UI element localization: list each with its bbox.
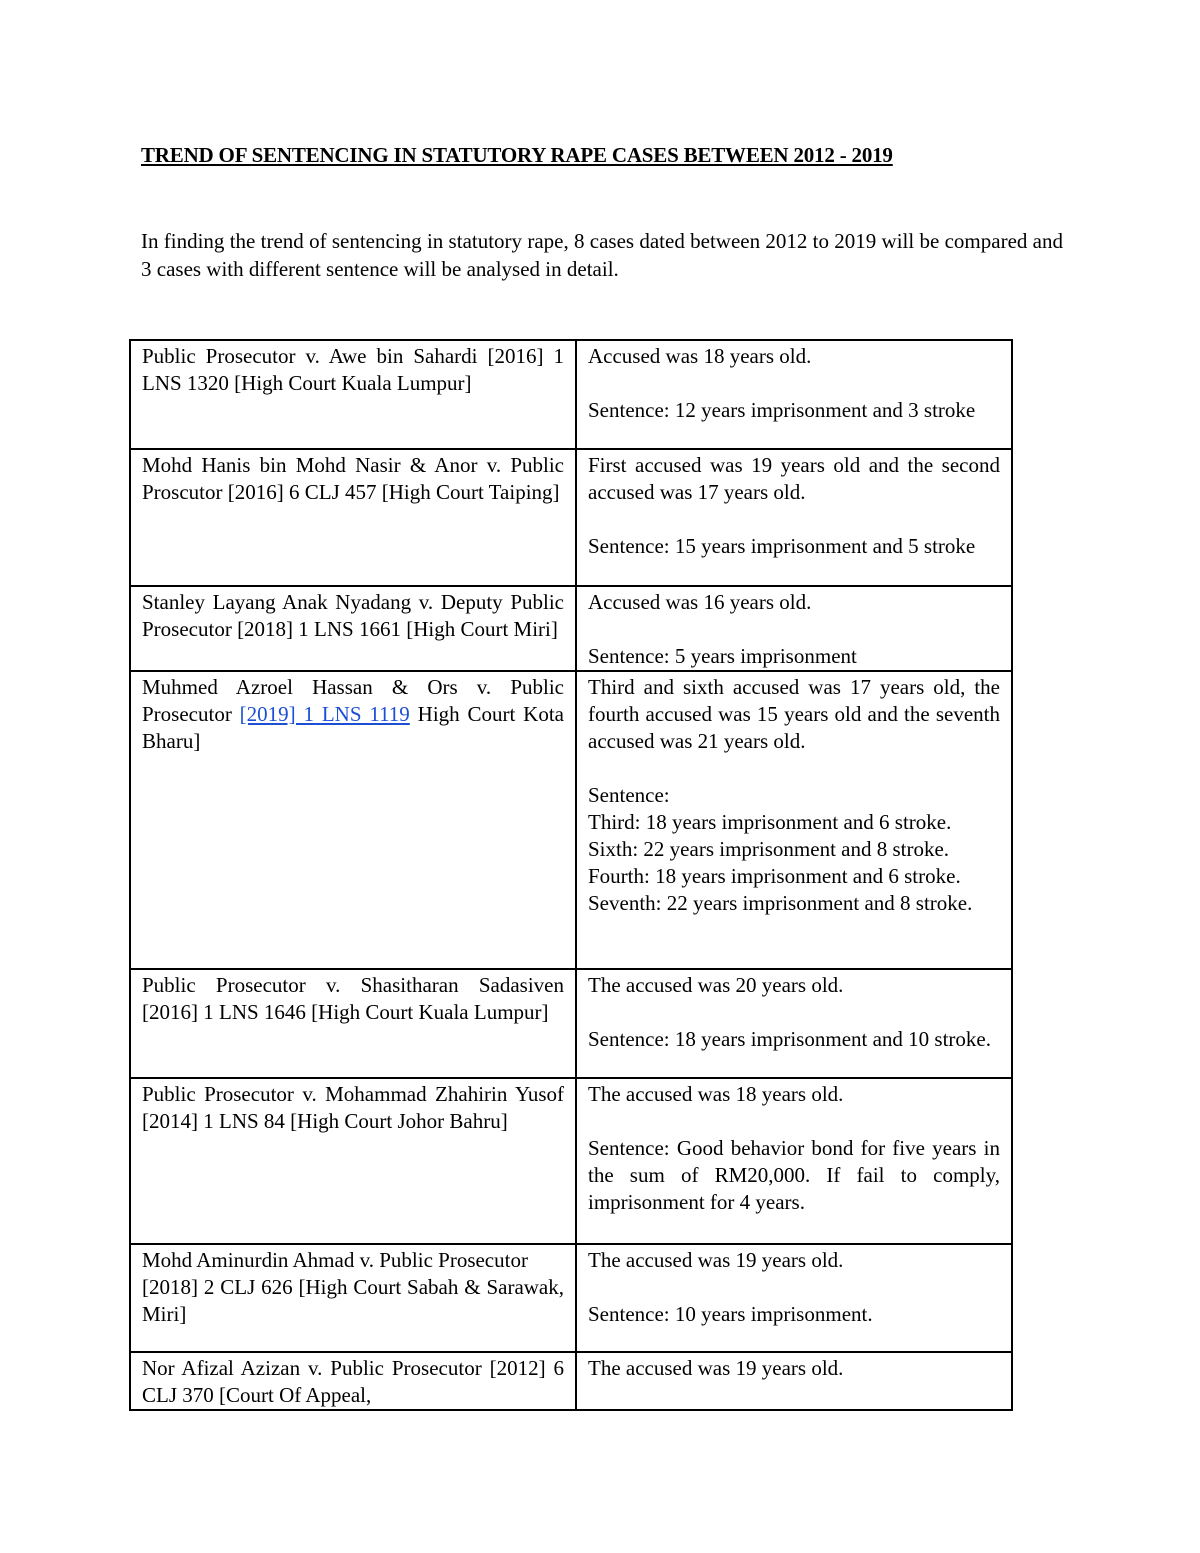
case-citation-cell: Muhmed Azroel Hassan & Ors v. Public Prosecutor [2019] 1 LNS 1119 High Court Kota Bharu] [130,671,576,969]
table-row [130,586,1012,671]
case-details-cell: Accused was 16 years old. Sentence: 5 years imprisonment [576,586,1012,671]
case-details-cell: The accused was 19 years old. Sentence: 10 years imprisonment. [576,1244,1012,1352]
case-citation-cell: Public Prosecutor v. Shasitharan Sadasiven [2016] 1 LNS 1646 [High Court Kuala Lumpur] [130,969,576,1078]
case-citation-cell: Public Prosecutor v. Mohammad Zhahirin Yusof [2014] 1 LNS 84 [High Court Johor Bahru] [130,1078,576,1244]
case-citation-cell: Mohd Aminurdin Ahmad v. Public Prosecutor [2018] 2 CLJ 626 [High Court Sabah & Sarawak, Miri] [130,1244,576,1352]
table-row [130,1352,1012,1410]
case-details-cell: The accused was 18 years old. Sentence: Good behavior bond for five years in the sum of RM20,000. If fail to comply, imprisonment for 4 years. [576,1078,1012,1244]
table-row [130,969,1012,1078]
table-row [130,449,1012,586]
cases-table [129,339,1013,1411]
case-details-cell: First accused was 19 years old and the second accused was 17 years old. Sentence: 15 years imprisonment and 5 stroke [576,449,1012,586]
case-citation-cell: Nor Afizal Azizan v. Public Prosecutor [2012] 6 CLJ 370 [Court Of Appeal, [130,1352,576,1410]
case-citation-cell: Stanley Layang Anak Nyadang v. Deputy Public Prosecutor [2018] 1 LNS 1661 [High Court Miri] [130,586,576,671]
case-citation-link[interactable]: [2019] 1 LNS 1119 [239,702,410,726]
table-row [130,1244,1012,1352]
case-citation-cell: Mohd Hanis bin Mohd Nasir & Anor v. Public Proscutor [2016] 6 CLJ 457 [High Court Taiping] [130,449,576,586]
case-details-cell: The accused was 19 years old. [576,1352,1012,1410]
case-details-cell: Accused was 18 years old. Sentence: 12 years imprisonment and 3 stroke [576,340,1012,449]
case-details-cell: Third and sixth accused was 17 years old, the fourth accused was 15 years old and the seventh accused was 21 years old. Sentence: Third: 18 years imprisonment and 6 stroke. Sixth: 22 years imprisonment and 8 stroke. Fourth: 18 years imprisonment and 6 stroke. Seventh: 22 years imprisonment and 8 stroke. [576,671,1012,969]
document-title: TREND OF SENTENCING IN STATUTORY RAPE CASES BETWEEN 2012 - 2019 [141,143,893,167]
table-row [130,1078,1012,1244]
intro-paragraph: In finding the trend of sentencing in statutory rape, 8 cases dated between 2012 to 2019 will be compared and 3 cases with different sentence will be analysed in detail. [141,229,1063,281]
table-row [130,671,1012,969]
case-details-cell: The accused was 20 years old. Sentence: 18 years imprisonment and 10 stroke. [576,969,1012,1078]
table-row [130,340,1012,449]
case-citation-cell: Public Prosecutor v. Awe bin Sahardi [2016] 1 LNS 1320 [High Court Kuala Lumpur] [130,340,576,449]
